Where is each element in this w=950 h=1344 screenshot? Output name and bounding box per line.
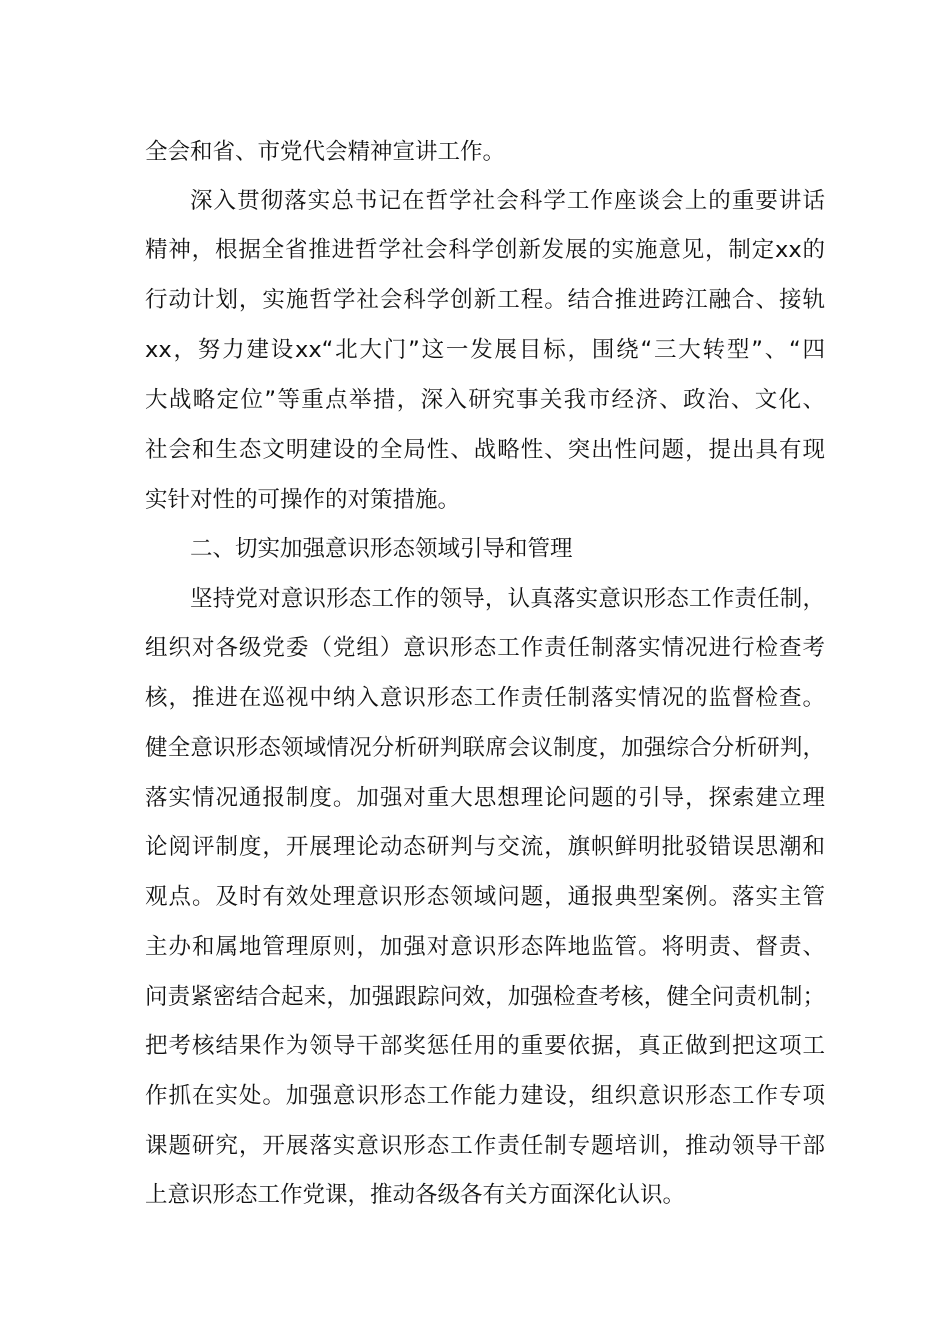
paragraph-line: 行动计划，实施哲学社会科学创新工程。结合推进跨江融合、接轨 (145, 287, 825, 313)
paragraph-line: 组织对各级党委（党组）意识形态工作责任制落实情况进行检查考 (145, 635, 825, 661)
paragraph-line: 大战略定位”等重点举措，深入研究事关我市经济、政治、文化、 (145, 387, 825, 413)
paragraph-line: 课题研究，开展落实意识形态工作责任制专题培训，推动领导干部 (145, 1133, 825, 1159)
paragraph-line: 落实情况通报制度。加强对重大思想理论问题的引导，探索建立理 (145, 785, 825, 811)
paragraph-line: 精神，根据全省推进哲学社会科学创新发展的实施意见，制定xx的 (145, 237, 825, 263)
paragraph-line: 把考核结果作为领导干部奖惩任用的重要依据，真正做到把这项工 (145, 1033, 825, 1059)
paragraph-line: 问责紧密结合起来，加强跟踪问效，加强检查考核，健全问责机制； (145, 984, 825, 1010)
paragraph-line: 健全意识形态领域情况分析研判联席会议制度，加强综合分析研判， (145, 735, 825, 761)
paragraph-line: xx，努力建设xx“北大门”这一发展目标，围绕“三大转型”、“四 (145, 337, 825, 363)
paragraph-line: 主办和属地管理原则，加强对意识形态阵地监管。将明责、督责、 (145, 934, 825, 960)
paragraph-line: 论阅评制度，开展理论动态研判与交流，旗帜鲜明批驳错误思潮和 (145, 834, 825, 860)
paragraph-line: 核，推进在巡视中纳入意识形态工作责任制落实情况的监督检查。 (145, 685, 825, 711)
paragraph-line: 作抓在实处。加强意识形态工作能力建设，组织意识形态工作专项 (145, 1083, 825, 1109)
section-heading: 二、切实加强意识形态领域引导和管理 (190, 536, 573, 562)
paragraph-line: 社会和生态文明建设的全局性、战略性、突出性问题，提出具有现 (145, 437, 825, 463)
paragraph-line: 实针对性的可操作的对策措施。 (145, 487, 461, 513)
paragraph-line: 深入贯彻落实总书记在哲学社会科学工作座谈会上的重要讲话 (190, 188, 825, 214)
paragraph-line: 上意识形态工作党课，推动各级各有关方面深化认识。 (145, 1182, 686, 1208)
paragraph-line: 全会和省、市党代会精神宣讲工作。 (145, 139, 506, 165)
paragraph-line: 坚持党对意识形态工作的领导，认真落实意识形态工作责任制， (190, 586, 825, 612)
paragraph-line: 观点。及时有效处理意识形态领域问题，通报典型案例。落实主管 (145, 884, 825, 910)
